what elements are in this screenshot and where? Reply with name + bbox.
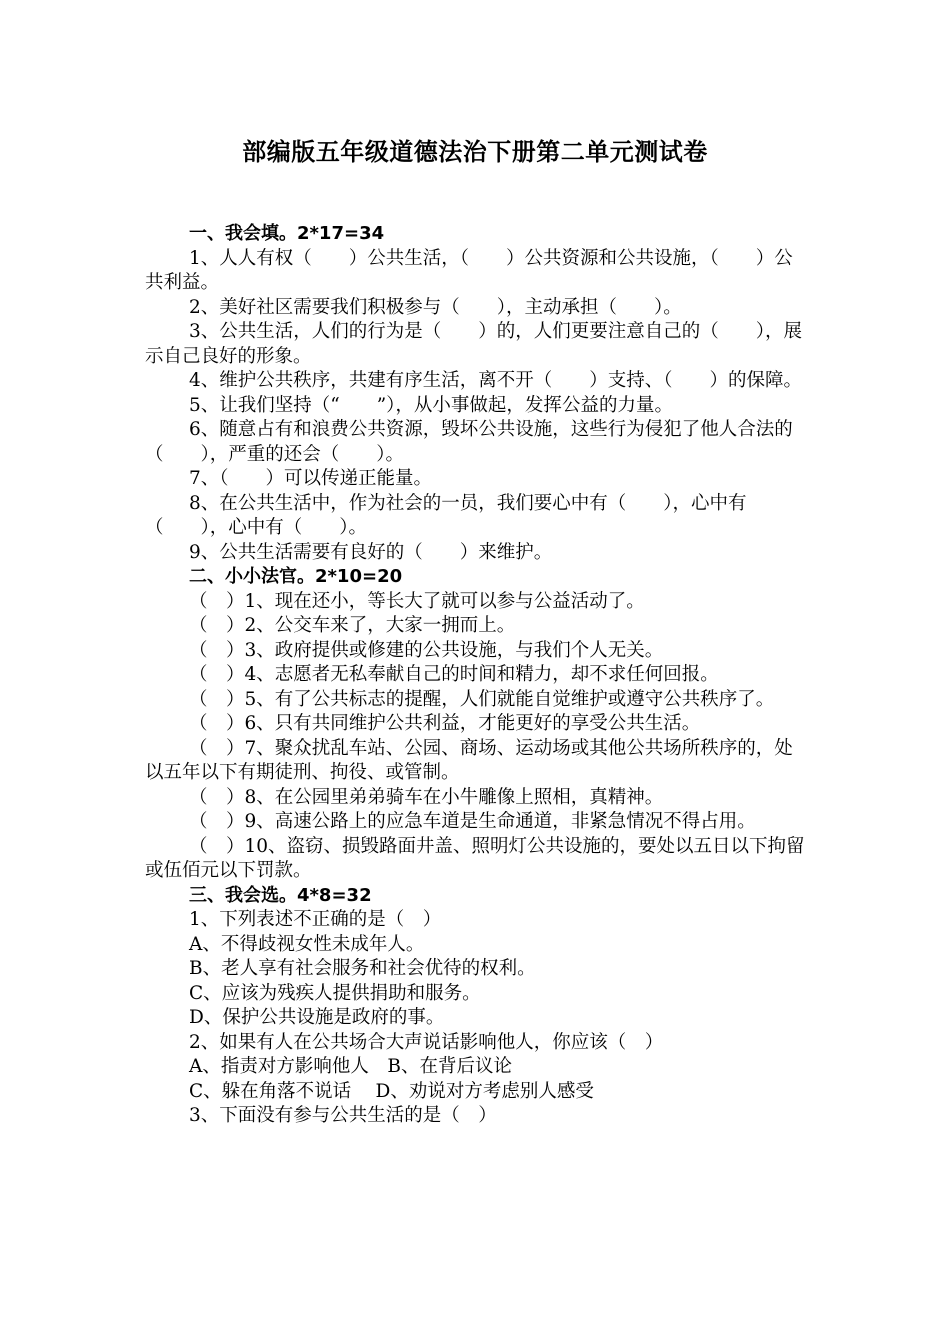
fill-question-7: 7、（ ）可以传递正能量。 — [189, 468, 433, 489]
fill-question-8: 8、在公共生活中，作为社会的一员，我们要心中有（ ），心中有（ ），心中有（ ）。 — [145, 492, 747, 538]
choice-option-1b: B、老人享有社会服务和社会优待的权利。 — [189, 958, 536, 979]
section-heading-choice: 三、我会选。4*8=32 — [189, 884, 372, 906]
fill-question-3: 3、公共生活，人们的行为是（ ）的，人们更要注意自己的（ ），展示自己良好的形象。 — [145, 321, 803, 367]
judge-question-1: （ ）1、现在还小，等长大了就可以参与公益活动了。 — [189, 590, 645, 612]
judge-question-3: （ ）3、政府提供或修建的公共设施，与我们个人无关。 — [189, 639, 664, 661]
judge-question-9: （ ）9、高速公路上的应急车道是生命通道，非紧急情况不得占用。 — [189, 811, 756, 832]
choice-option-1c: C、应该为残疾人提供捐助和服务。 — [189, 982, 481, 1004]
fill-question-4: 4、维护公共秩序，共建有序生活，离不开（ ）支持、（ ）的保障。 — [189, 370, 803, 391]
judge-question-10: （ ）10、盗窃、损毁路面井盖、照明灯公共设施的，要处以五日以下拘留或伍佰元以下罚款。 — [145, 835, 805, 881]
choice-option-1d: D、保护公共设施是政府的事。 — [189, 1007, 445, 1028]
choice-question-1: 1、下列表述不正确的是（ ） — [189, 909, 442, 930]
choice-question-3: 3、下面没有参与公共生活的是（ ） — [189, 1105, 497, 1126]
judge-question-6: （ ）6、只有共同维护公共利益，才能更好的享受公共生活。 — [189, 713, 701, 734]
fill-question-5: 5、让我们坚持（“ ”），从小事做起，发挥公益的力量。 — [189, 394, 673, 416]
section-heading-judge: 二、小小法官。2*10=20 — [189, 566, 403, 587]
page-title: 部编版五年级道德法治下册第二单元测试卷 — [242, 138, 708, 166]
choice-option-2ab: A、指责对方影响他人 B、在背后议论 — [189, 1056, 512, 1077]
fill-question-9: 9、公共生活需要有良好的（ ）来维护。 — [189, 541, 553, 563]
judge-question-8: （ ）8、在公园里弟弟骑车在小牛雕像上照相，真精神。 — [189, 786, 664, 808]
judge-question-2: （ ）2、公交车来了，大家一拥而上。 — [189, 615, 516, 636]
fill-question-6: 6、随意占有和浪费公共资源，毁坏公共设施，这些行为侵犯了他人合法的（ ），严重的还会（ ）。 — [145, 419, 793, 465]
choice-question-2: 2、如果有人在公共场合大声说话影响他人，你应该（ ） — [189, 1031, 664, 1053]
choice-option-2cd: C、躲在角落不说话 D、劝说对方考虑别人感受 — [189, 1080, 594, 1102]
section-heading-fill: 一、我会填。2*17=34 — [189, 223, 385, 244]
document-body — [145, 222, 810, 1129]
judge-question-5: （ ）5、有了公共标志的提醒，人们就能自觉维护或遵守公共秩序了。 — [189, 688, 775, 710]
judge-question-7: （ ）7、聚众扰乱车站、公园、商场、运动场或其他公共场所秩序的，处以五年以下有期徒刑、拘役、或管制。 — [145, 737, 793, 783]
fill-question-2: 2、美好社区需要我们积极参与（ ），主动承担（ ）。 — [189, 296, 682, 318]
judge-question-4: （ ）4、志愿者无私奉献自己的时间和精力，却不求任何回报。 — [189, 664, 719, 685]
choice-option-1a: A、不得歧视女性未成年人。 — [189, 933, 425, 955]
fill-question-1: 1、人人有权（ ）公共生活，（ ）公共资源和公共设施，（ ）公共利益。 — [145, 247, 793, 293]
